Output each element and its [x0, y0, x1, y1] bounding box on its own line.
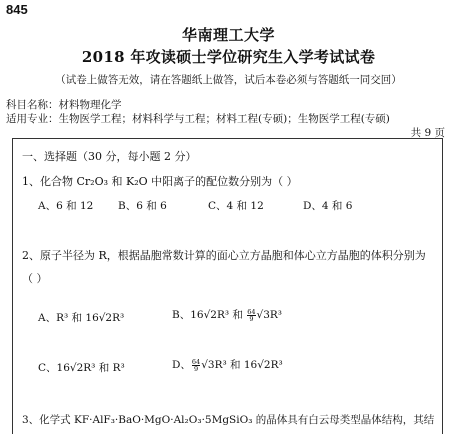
frame-right-border — [442, 138, 443, 434]
question-3-stem: 3、化学式 KF·AlF₃·BaO·MgO·Al₂O₃·5MgSiO₃ 的晶体具有白云母类型晶体结构，其结 — [22, 414, 435, 426]
exam-title: 2018 年攻读硕士学位研究生入学考试试卷 — [81, 48, 376, 66]
fraction-numerator: 64 — [191, 357, 201, 366]
question-1-option-b: B、6 和 6 — [118, 200, 167, 212]
subject-name: 科目名称：材料物理化学 — [6, 99, 122, 111]
option-a-label: A、 — [38, 312, 57, 324]
question-1-option-d: D、4 和 6 — [303, 200, 353, 212]
frame-top-border — [12, 138, 442, 139]
option-c-text: 16√2R³ 和 R³ — [56, 362, 125, 374]
question-2-option-d — [172, 357, 283, 372]
question-2-option-b — [172, 307, 282, 322]
exam-notice: （试卷上做答无效，请在答题纸上做答，试后本卷必须与答题纸一同交回） — [55, 74, 402, 86]
option-d-post: √3R³ 和 16√2R³ — [201, 359, 283, 371]
question-1-option-a: A、6 和 12 — [38, 200, 94, 212]
fraction-denominator: 9 — [249, 314, 254, 323]
question-2-option-c — [38, 360, 125, 375]
option-a-text: R³ 和 16√2R³ — [56, 312, 125, 324]
question-2-option-a — [38, 310, 124, 325]
option-d-fraction — [192, 359, 200, 372]
option-c-label: C、 — [38, 362, 57, 374]
option-b-fraction — [247, 309, 255, 322]
section-title: 一、选择题（30 分，每小题 2 分） — [22, 150, 197, 163]
exam-code: 845 — [6, 2, 28, 17]
fraction-numerator: 64 — [247, 307, 256, 316]
question-1-option-c: C、4 和 12 — [208, 200, 264, 212]
applicable-majors: 适用专业：生物医学工程；材料科学与工程；材料工程(专硕)；生物医学工程(专硕) — [6, 113, 390, 125]
option-d-label: D、 — [172, 359, 191, 371]
frame-left-border — [12, 138, 13, 434]
option-b-post: √3R³ — [256, 309, 283, 321]
university-name: 华南理工大学 — [181, 26, 275, 44]
option-b-label: B、 — [172, 309, 191, 321]
page-count: 共 9 页 — [410, 127, 445, 139]
question-2-stem-line1: 2、原子半径为 R，根据晶胞常数计算的面心立方晶胞和体心立方晶胞的体积分别为 — [22, 249, 426, 262]
question-1-stem: 1、化合物 Cr₂O₃ 和 K₂O 中阳离子的配位数分别为（ ） — [22, 175, 298, 188]
fraction-denominator: 9 — [193, 364, 199, 373]
option-b-pre: 16√2R³ 和 — [190, 309, 243, 321]
question-2-stem-line2: （ ） — [22, 272, 48, 285]
